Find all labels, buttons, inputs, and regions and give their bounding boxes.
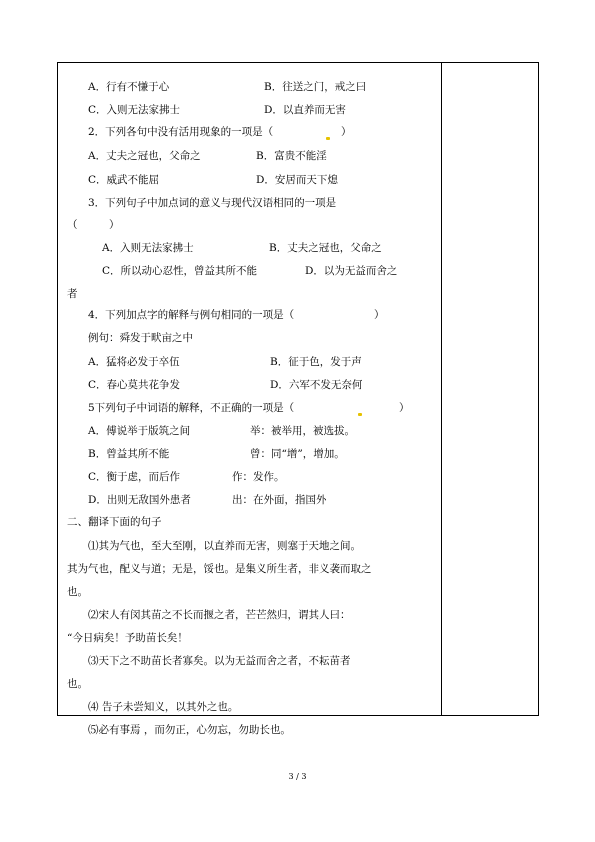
q4-option-a: A．猛将必发于卒伍 <box>88 356 180 368</box>
q5-option-d: D．出则无敌国外患者 <box>88 494 191 506</box>
emphasis-dot <box>358 413 362 416</box>
q2-option-a: A．丈夫之冠也，父命之 <box>88 150 201 162</box>
translate-s5: ⑸必有事焉 ，而勿正，心勿忘，勿助长也。 <box>88 724 291 736</box>
q3-option-d-wrap: 者 <box>67 288 78 300</box>
q1-option-c: C．入则无法家拂士 <box>88 104 181 116</box>
translate-s4: ⑷ 告子未尝知义，以其外之也。 <box>88 701 239 713</box>
q3-option-a: A．入则无法家拂士 <box>102 242 194 254</box>
q4-option-c: C．春心莫共花争发 <box>88 379 181 391</box>
q1-option-d: D．以直养而无害 <box>264 104 346 116</box>
q4-stem: 4．下列加点字的解释与例句相同的一项是（ <box>88 309 295 321</box>
q2-stem: 2．下列各句中没有活用现象的一项是（ <box>88 126 274 138</box>
q5-option-d-note: 出：在外面，指国外 <box>232 494 327 506</box>
q3-option-d: D．以为无益而舍之 <box>305 265 398 277</box>
q5-stem: 5下列句子中词语的解释，不正确的一项是（ <box>88 402 295 414</box>
q5-option-c: C．衡于虑，而后作 <box>88 471 181 483</box>
table-column-divider <box>441 63 442 715</box>
q2-option-b: B．富贵不能淫 <box>256 150 327 162</box>
emphasis-dot <box>326 137 330 140</box>
section2-heading: 二、翻译下面的句子 <box>67 516 162 528</box>
q5-stem-end: ） <box>399 402 410 414</box>
q5-option-b: B．曾益其所不能 <box>88 448 170 460</box>
q3-answer-paren: （ ） <box>67 219 120 231</box>
q1-option-a: A．行有不慊于心 <box>88 81 170 93</box>
q4-example: 例句：舜发于畎亩之中 <box>88 332 193 344</box>
q2-option-c: C．威武不能屈 <box>88 174 160 186</box>
q4-stem-end: ） <box>374 309 385 321</box>
q4-option-b: B．征于色，发于声 <box>270 356 362 368</box>
translate-s1-line1: ⑴其为气也，至大至刚，以直养而无害，则塞于天地之间。 <box>88 540 361 552</box>
translate-s3-line2: 也。 <box>67 678 88 690</box>
document-table <box>57 62 539 736</box>
q2-stem-end: ） <box>341 126 352 138</box>
translate-s1-line3: 也。 <box>67 586 88 598</box>
q1-option-b: B．往送之门，戒之曰 <box>264 81 367 93</box>
q3-option-b: B．丈夫之冠也，父命之 <box>269 242 382 254</box>
q3-option-c: C．所以动心忍性，曾益其所不能 <box>102 265 258 277</box>
q4-option-d: D．六军不发无奈何 <box>270 379 363 391</box>
q5-option-a: A．傅说举于版筑之间 <box>88 425 191 437</box>
q5-option-a-note: 举：被举用，被选拔。 <box>250 425 355 437</box>
q2-option-d: D．安居而天下熄 <box>256 174 338 186</box>
translate-s1-line2: 其为气也，配义与道；无是，馁也。是集义所生者，非义袭而取之 <box>67 563 372 575</box>
q5-option-c-note: 作：发作。 <box>232 471 285 483</box>
q5-option-b-note: 曾：同“增”，增加。 <box>250 448 345 460</box>
translate-s2-line2: “今日病矣！予助苗长矣！ <box>67 632 188 644</box>
q3-stem: 3．下列句子中加点词的意义与现代汉语相同的一项是 <box>88 197 337 209</box>
page-number: 3 / 3 <box>288 772 307 781</box>
translate-s3-line1: ⑶天下之不助苗长者寡矣。以为无益而舍之者，不耘苗者 <box>88 655 351 667</box>
translate-s2-line1: ⑵宋人有闵其苗之不长而揠之者，芒芒然归，谓其人曰： <box>88 609 351 621</box>
